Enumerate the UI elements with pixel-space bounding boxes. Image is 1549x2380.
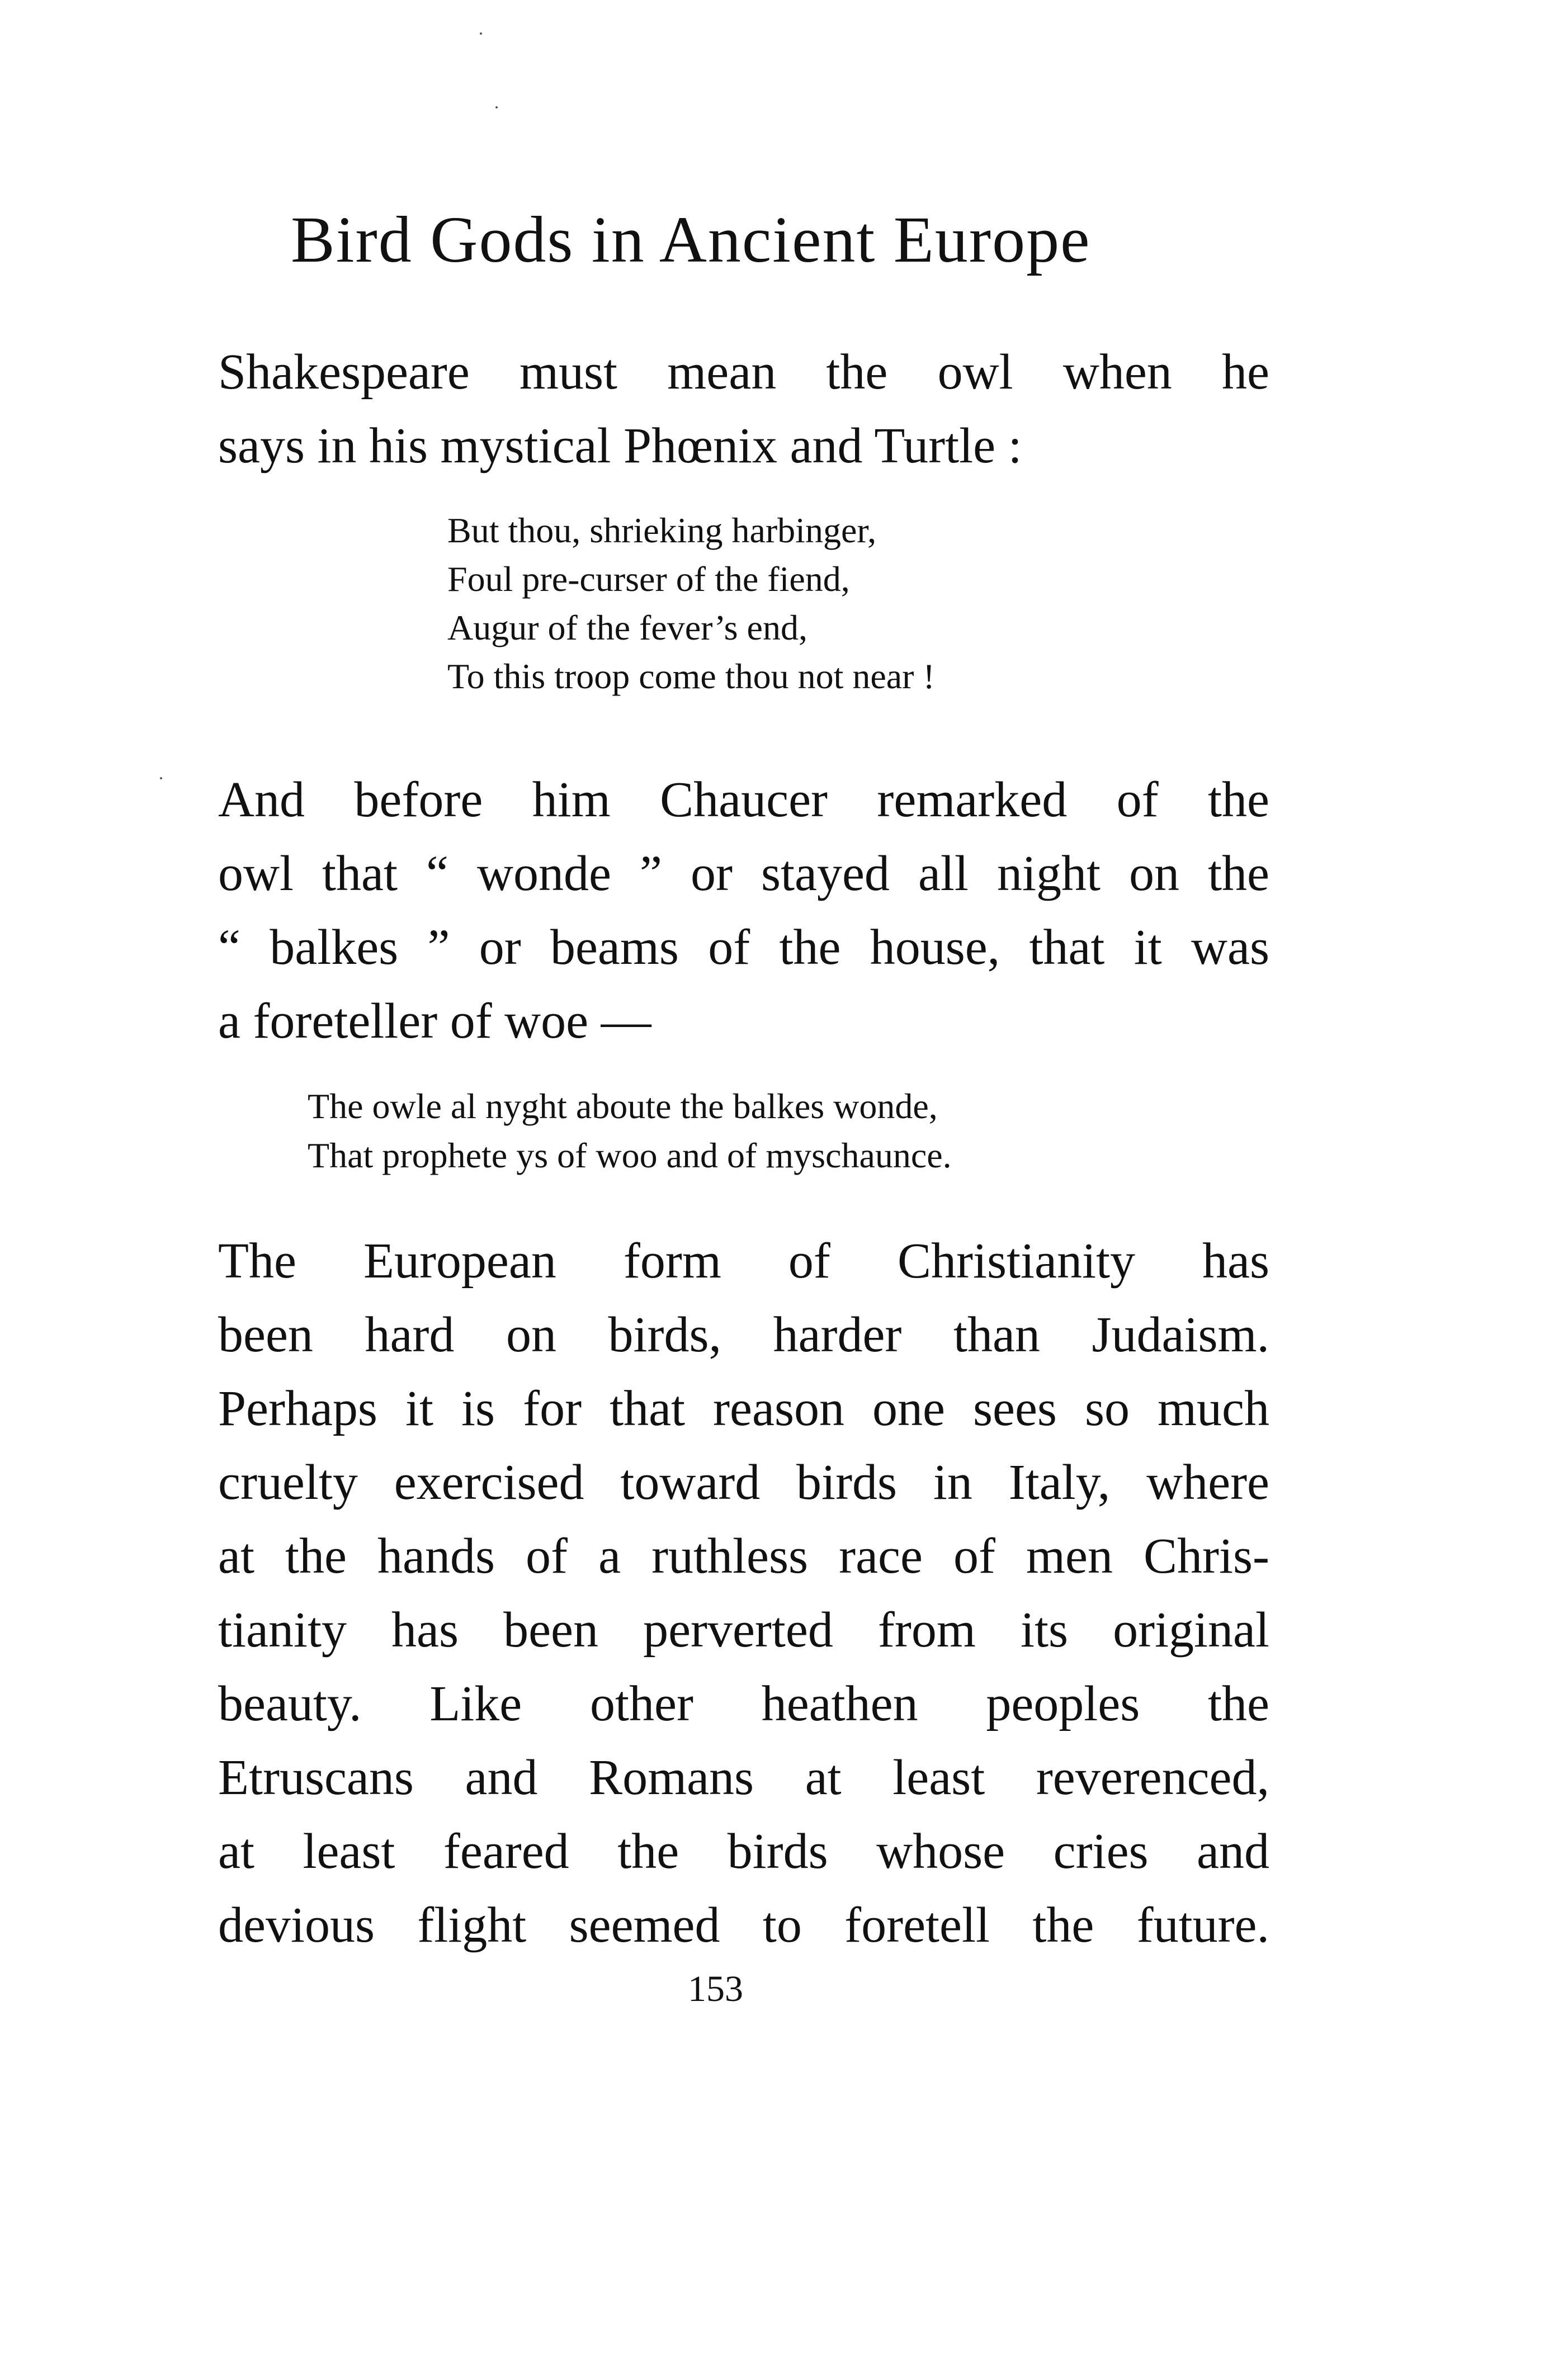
text-line: owl that “ wonde ” or stayed all night on the [218,846,1269,901]
paragraph-3 [218,1224,1269,1962]
text-line: The European form of Christianity has [218,1233,1269,1289]
page-number: 153 [688,1969,743,2009]
text-line: says in his mystical Phœnix and Turtle : [218,418,1022,474]
text-line: And before him Chaucer remarked of the [218,772,1269,827]
text-line: been hard on birds, harder than Judaism. [218,1307,1269,1362]
text-line: cruelty exercised toward birds in Italy, where [218,1455,1269,1510]
text-line: Shakespeare must mean the owl when he [218,344,1269,400]
verse-line: But thou, shrieking harbinger, [447,510,877,550]
running-head: Bird Gods in Ancient Europe [291,203,1091,276]
paper-speck [160,777,162,779]
text-line: beauty. Like other heathen peoples the [218,1676,1269,1731]
text-line: a foreteller of woe — [218,993,651,1049]
verse-quotation-1 [447,506,935,701]
text-line: “ balkes ” or beams of the house, that it was [218,920,1269,975]
verse-quotation-2 [308,1082,952,1180]
paper-speck [495,106,498,108]
text-line: at least feared the birds whose cries and [218,1824,1269,1879]
verse-line: Augur of the fever’s end, [447,608,807,647]
text-line: tianity has been perverted from its original [218,1602,1269,1658]
paragraph-1 [218,335,1269,483]
verse-line: To this troop come thou not near ! [447,656,935,696]
text-line: Etruscans and Romans at least reverenced, [218,1750,1269,1805]
verse-line: Foul pre-curser of the fiend, [447,559,850,599]
text-line: devious flight seemed to foretell the future. [218,1898,1269,1953]
paragraph-2 [218,763,1269,1058]
paper-speck [480,32,482,35]
verse-line: The owle al nyght aboute the balkes wonde, [308,1086,938,1126]
text-line: Perhaps it is for that reason one sees so much [218,1381,1269,1436]
verse-line: That prophete ys of woo and of myschaunce. [308,1135,952,1175]
text-line: at the hands of a ruthless race of men Chris- [218,1529,1269,1584]
